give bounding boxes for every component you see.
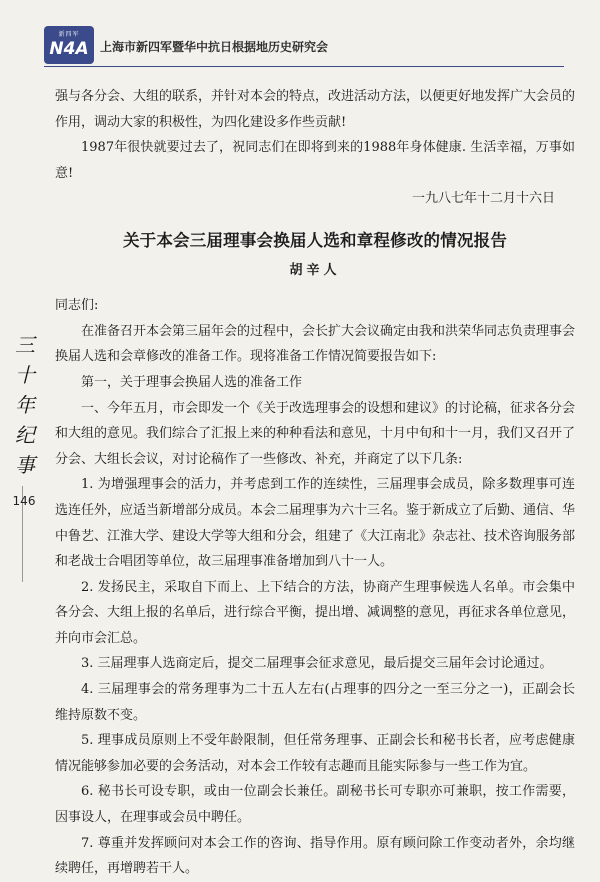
list-item: 1. 为增强理事会的活力，并考虑到工作的连续性，三届理事会成员，除多数理事可连选连任外，应适当新增部分成员。本会二届理事为六十三名。鉴于新成立了后勤、通信、华中鲁艺、江淮大学、建设大学等大组和分会，组建了《大江南北》杂志社、技术咨询服务部和老战士合唱团等单位，故三届理事准备增加到八十一人。 bbox=[55, 477, 576, 570]
list-item: 3. 三届理事人选商定后，提交二届理事会征求意见，最后提交三届年会讨论通过。 bbox=[81, 656, 553, 672]
list-item: 7. 尊重并发挥顾问对本会工作的咨询、指导作用。原有顾问除工作变动者外，余均继续聘任，再增聘若干人。 bbox=[55, 835, 575, 877]
header-rule bbox=[44, 66, 564, 67]
paragraph: 一、今年五月，市会即发一个《关于改选理事会的设想和建议》的讨论稿，征求各分会和大组的意见。我们综合了汇报上来的种种看法和意见，十月中旬和十一月，我们又召开了分会、大组长会议，对讨论稿作了一些修改、补充，并商定了以下几条: bbox=[55, 400, 576, 467]
section-heading: 第一，关于理事会换届人选的准备工作 bbox=[81, 374, 303, 390]
logo-small-text: 新四军 bbox=[58, 31, 80, 38]
side-calligraphy-mark bbox=[6, 330, 44, 480]
list-item: 5. 理事成员原则上不受年龄限制，但任常务理事、正副会长和秘书长者，应考虑健康情况能够参加必要的会务活动，对本会工作较有志趣而且能实际参与一些工作为宜。 bbox=[55, 733, 575, 774]
n4a-logo bbox=[44, 26, 94, 64]
list-item: 4. 三届理事会的常务理事为二十五人左右(占理事的四分之一至三分之一)，正副会长维持原数不变。 bbox=[55, 682, 575, 723]
side-mark-char: 年 bbox=[15, 393, 35, 417]
prev-paragraph: 1987年很快就要过去了，祝同志们在即将到来的1988年身体健康. 生活幸福，万事如意! bbox=[55, 140, 575, 181]
logo-big-text: N4A bbox=[49, 39, 89, 59]
organization-name: 上海市新四军暨华中抗日根据地历史研究会 bbox=[100, 40, 329, 54]
list-item: 6. 秘书长可设专职，或由一位副会长兼任。副秘书长可专职亦可兼职，按工作需要，因事设人，在理事或会员中聘任。 bbox=[55, 784, 575, 826]
report-author: 胡辛人 bbox=[289, 262, 341, 278]
intro-paragraph: 在准备召开本会第三届年会的过程中，会长扩大会议确定由我和洪荣华同志负责理事会换届人选和会章修改的准备工作。现将准备工作情况简要报告如下: bbox=[55, 323, 576, 365]
prev-paragraph: 强与各分会、大组的联系，并针对本会的特点，改进活动方法，以便更好地发挥广大会员的作用，调动大家的积极性，为四化建设多作些贡献! bbox=[55, 89, 576, 130]
salutation: 同志们: bbox=[55, 298, 99, 314]
report-title: 关于本会三届理事会换届人选和章程修改的情况报告 bbox=[122, 230, 508, 250]
body-text bbox=[55, 84, 575, 882]
list-item: 2. 发扬民主，采取自下而上、上下结合的方法，协商产生理事候选人名单。市会集中各分会、大组上报的名单后，进行综合平衡，提出增、减调整的意见，再征求各单位意见，并向市会汇总。 bbox=[55, 579, 576, 646]
side-mark-char: 纪 bbox=[15, 423, 35, 447]
prev-date: 一九八七年十二月十六日 bbox=[411, 191, 555, 207]
page-number: 146 bbox=[12, 494, 36, 508]
side-mark-char: 事 bbox=[15, 453, 35, 477]
side-mark-char: 三 bbox=[15, 333, 35, 357]
side-mark-char: 十 bbox=[15, 363, 35, 387]
